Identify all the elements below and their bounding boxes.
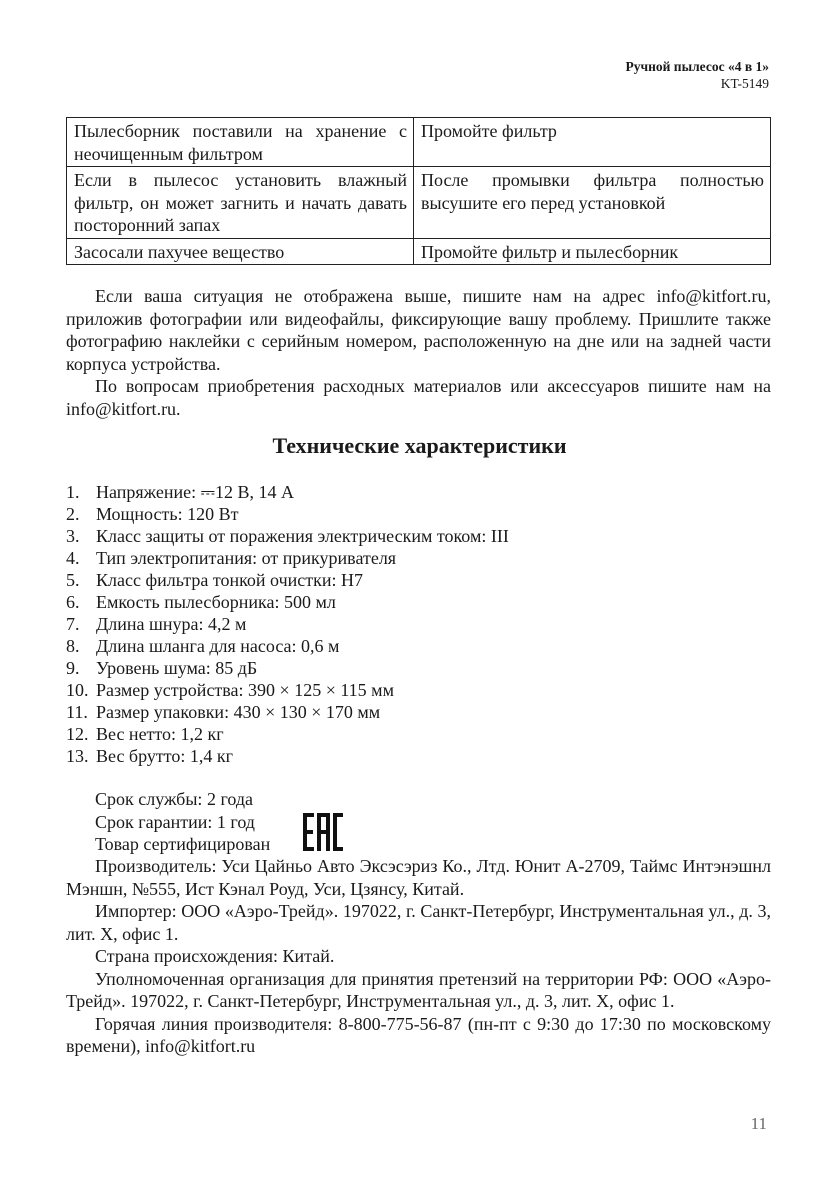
table-row	[67, 167, 771, 239]
list-item: 3. Класс защиты от поражения электрическим током: III	[66, 526, 509, 546]
certification-text: Товар сертифицирован	[95, 834, 271, 854]
specs-list	[66, 481, 509, 767]
solution-cell: Промойте фильтр	[414, 118, 771, 167]
product-title: Ручной пылесос «4 в 1»	[625, 59, 769, 74]
page-number: 11	[750, 1114, 767, 1133]
warranty-period: Срок гарантии: 1 год	[95, 811, 255, 832]
troubleshooting-table	[66, 117, 771, 265]
manufacturer-paragraph: Производитель: Уси Цайньо Авто Эксэсэриз Ко., Лтд. Юнит A-2709, Таймс Интэнэшнл Мэншн, №555, Ист Кэнал Роуд, Уси, Цзянсу, Китай.	[66, 856, 771, 899]
list-item: 8. Длина шланга для насоса: 0,6 м	[66, 636, 340, 656]
claims-paragraph: Уполномоченная организация для принятия претензий на территории РФ: ООО «Аэро-Трейд». 197022, г. Санкт-Петербург, Инструментальная ул., д. 3, лит. Х, офис 1.	[66, 968, 771, 1011]
contact-paragraph: По вопросам приобретения расходных материалов или аксессуаров пишите нам на info@kitfort.ru.	[66, 376, 771, 419]
list-item: 1. Напряжение: ⎓12 В, 14 А	[66, 482, 294, 502]
cause-cell: Засосали пахучее вещество	[67, 238, 414, 265]
list-item: 9. Уровень шума: 85 дБ	[66, 658, 258, 678]
solution-cell: После промывки фильтра полностью высушите его перед установкой	[414, 167, 771, 239]
list-item: 10. Размер устройства: 390 × 125 × 115 мм	[66, 680, 394, 700]
importer-paragraph: Импортер: ООО «Аэро-Трейд». 197022, г. Санкт-Петербург, Инструментальная ул., д. 3, лит. Х, офис 1.	[66, 901, 771, 944]
hotline-paragraph: Горячая линия производителя: 8-800-775-56-87 (пн-пт с 9:30 до 17:30 по московскому времени), info@kitfort.ru	[66, 1013, 771, 1056]
service-info	[95, 788, 270, 856]
list-item: 12. Вес нетто: 1,2 кг	[66, 724, 224, 744]
list-item: 11. Размер упаковки: 430 × 130 × 170 мм	[66, 702, 381, 722]
cause-cell: Если в пылесос установить влажный фильтр, он может загнить и начать давать посторонний запах	[67, 167, 414, 239]
list-item: 2. Мощность: 120 Вт	[66, 504, 239, 524]
list-item: 4. Тип электропитания: от прикуривателя	[66, 548, 397, 568]
contact-paragraph: Если ваша ситуация не отображена выше, пишите нам на адрес info@kitfort.ru, приложив фотографии или видеофайлы, фиксирующие вашу проблему. Пришлите также фотографию наклейки с серийным номером, расположенную на дне или на задней части корпуса устройства.	[66, 286, 771, 374]
table-row	[67, 238, 771, 265]
eac-logo-icon	[303, 813, 343, 851]
cause-cell: Пылесборник поставили на хранение с неочищенным фильтром	[67, 118, 414, 167]
solution-cell: Промойте фильтр и пылесборник	[414, 238, 771, 265]
manufacturer-section	[66, 855, 771, 1058]
origin-paragraph: Страна происхождения: Китай.	[95, 946, 335, 966]
table-row	[67, 118, 771, 167]
service-life: Срок службы: 2 года	[95, 789, 254, 809]
list-item: 5. Класс фильтра тонкой очистки: H7	[66, 570, 364, 590]
list-item: 13. Вес брутто: 1,4 кг	[66, 746, 233, 766]
product-model: KT-5149	[720, 76, 769, 91]
page-header	[626, 58, 770, 92]
specs-heading: Технические характеристики	[272, 433, 567, 458]
contact-section	[66, 285, 771, 420]
list-item: 7. Длина шнура: 4,2 м	[66, 614, 247, 634]
list-item: 6. Емкость пылесборника: 500 мл	[66, 592, 336, 612]
